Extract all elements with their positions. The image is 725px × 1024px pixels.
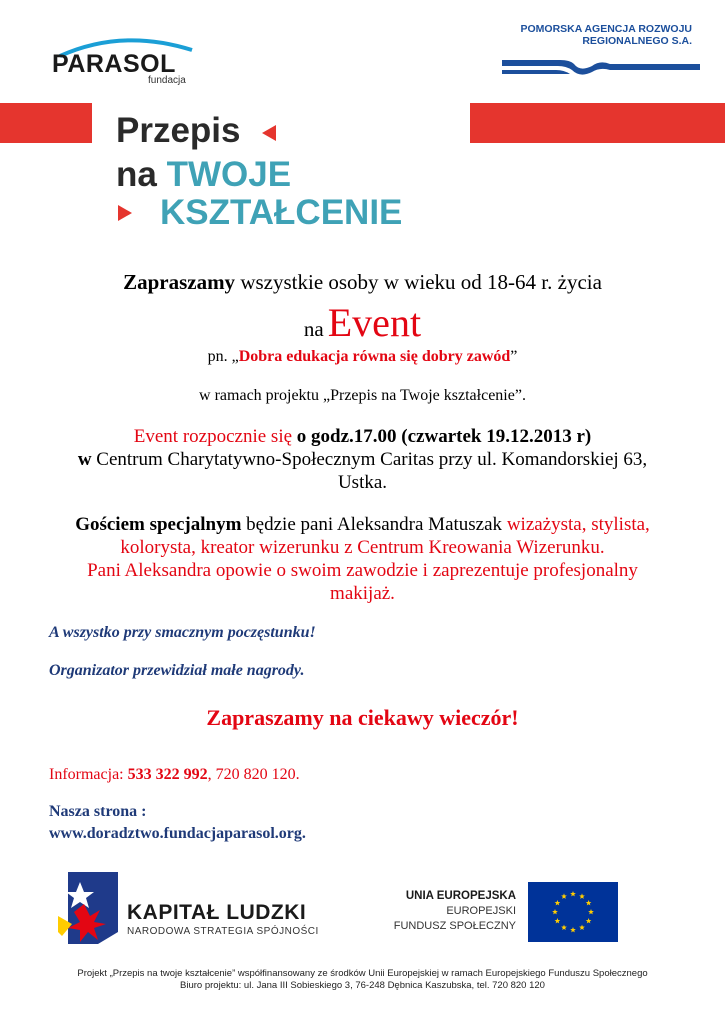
- agency-wave-logo: [500, 50, 700, 76]
- event-name-line: pn. „Dobra edukacja równa się dobry zawód”: [207, 348, 518, 365]
- title-line-3: KSZTAŁCENIE: [160, 193, 403, 232]
- eu-flag-icon: [528, 882, 618, 942]
- invite-line: Zapraszamy wszystkie osoby w wieku od 18-64 r. życia: [123, 270, 602, 294]
- kapital-ludzki-title: KAPITAŁ LUDZKI: [127, 901, 307, 924]
- parasol-logo-sub: fundacja: [148, 75, 186, 86]
- info-line: Informacja: 533 322 992, 720 820 120.: [49, 766, 300, 783]
- website-block: Nasza strona : www.doradztwo.fundacjaparasol.org.: [49, 801, 306, 845]
- snack-line: A wszystko przy smacznym poczęstunku!: [49, 624, 316, 641]
- website-link[interactable]: www.doradztwo.fundacjaparasol.org.: [49, 825, 306, 842]
- red-bar-right: [470, 103, 725, 143]
- footer-note: Projekt „Przepis na twoje kształcenie” współfinansowany ze środków Unii Europejskiej w ramach Europejskiego Funduszu Społecznego Biuro projektu: ul. Jana III Sobieskiego 3, 76-248 Dębnica Kaszubska, tel. 720 820 120: [77, 968, 648, 991]
- ue-text: UNIA EUROPEJSKA EUROPEJSKI FUNDUSZ SPOŁECZNY: [393, 890, 516, 932]
- evening-invite: Zapraszamy na ciekawy wieczór!: [206, 705, 519, 730]
- title-line-1: Przepis: [116, 111, 278, 151]
- triangle-left-icon: [258, 123, 278, 143]
- title-line-2: na TWOJE: [116, 155, 292, 194]
- kapital-ludzki-logo: [58, 872, 118, 944]
- project-line: w ramach projektu „Przepis na Twoje kształcenie”.: [199, 387, 526, 404]
- prizes-line: Organizator przewidział małe nagrody.: [49, 662, 305, 679]
- guest-paragraph: Gościem specjalnym będzie pani Aleksandra Matuszak wizażysta, stylista, kolorysta, kreator wizerunku z Centrum Kreowania Wizerunku. Pani Aleksandra opowie o swoim zawodzie i zaprezentuje profesjonalny makijaż.: [75, 514, 650, 604]
- red-bar-left: [0, 103, 92, 143]
- parasol-logo-text: PARASOL: [52, 50, 176, 78]
- event-details: Event rozpocznie się o godz.17.00 (czwartek 19.12.2013 r) w Centrum Charytatywno-Społecznym Caritas przy ul. Komandorskiej 63, Ustka.: [77, 426, 648, 493]
- event-line: na Event: [303, 300, 422, 345]
- triangle-right-icon: [116, 203, 136, 223]
- kapital-ludzki-sub: NARODOWA STRATEGIA SPÓJNOŚCI: [127, 926, 319, 937]
- agency-logo-text: POMORSKA AGENCJA ROZWOJU REGIONALNEGO S.A.: [520, 23, 692, 47]
